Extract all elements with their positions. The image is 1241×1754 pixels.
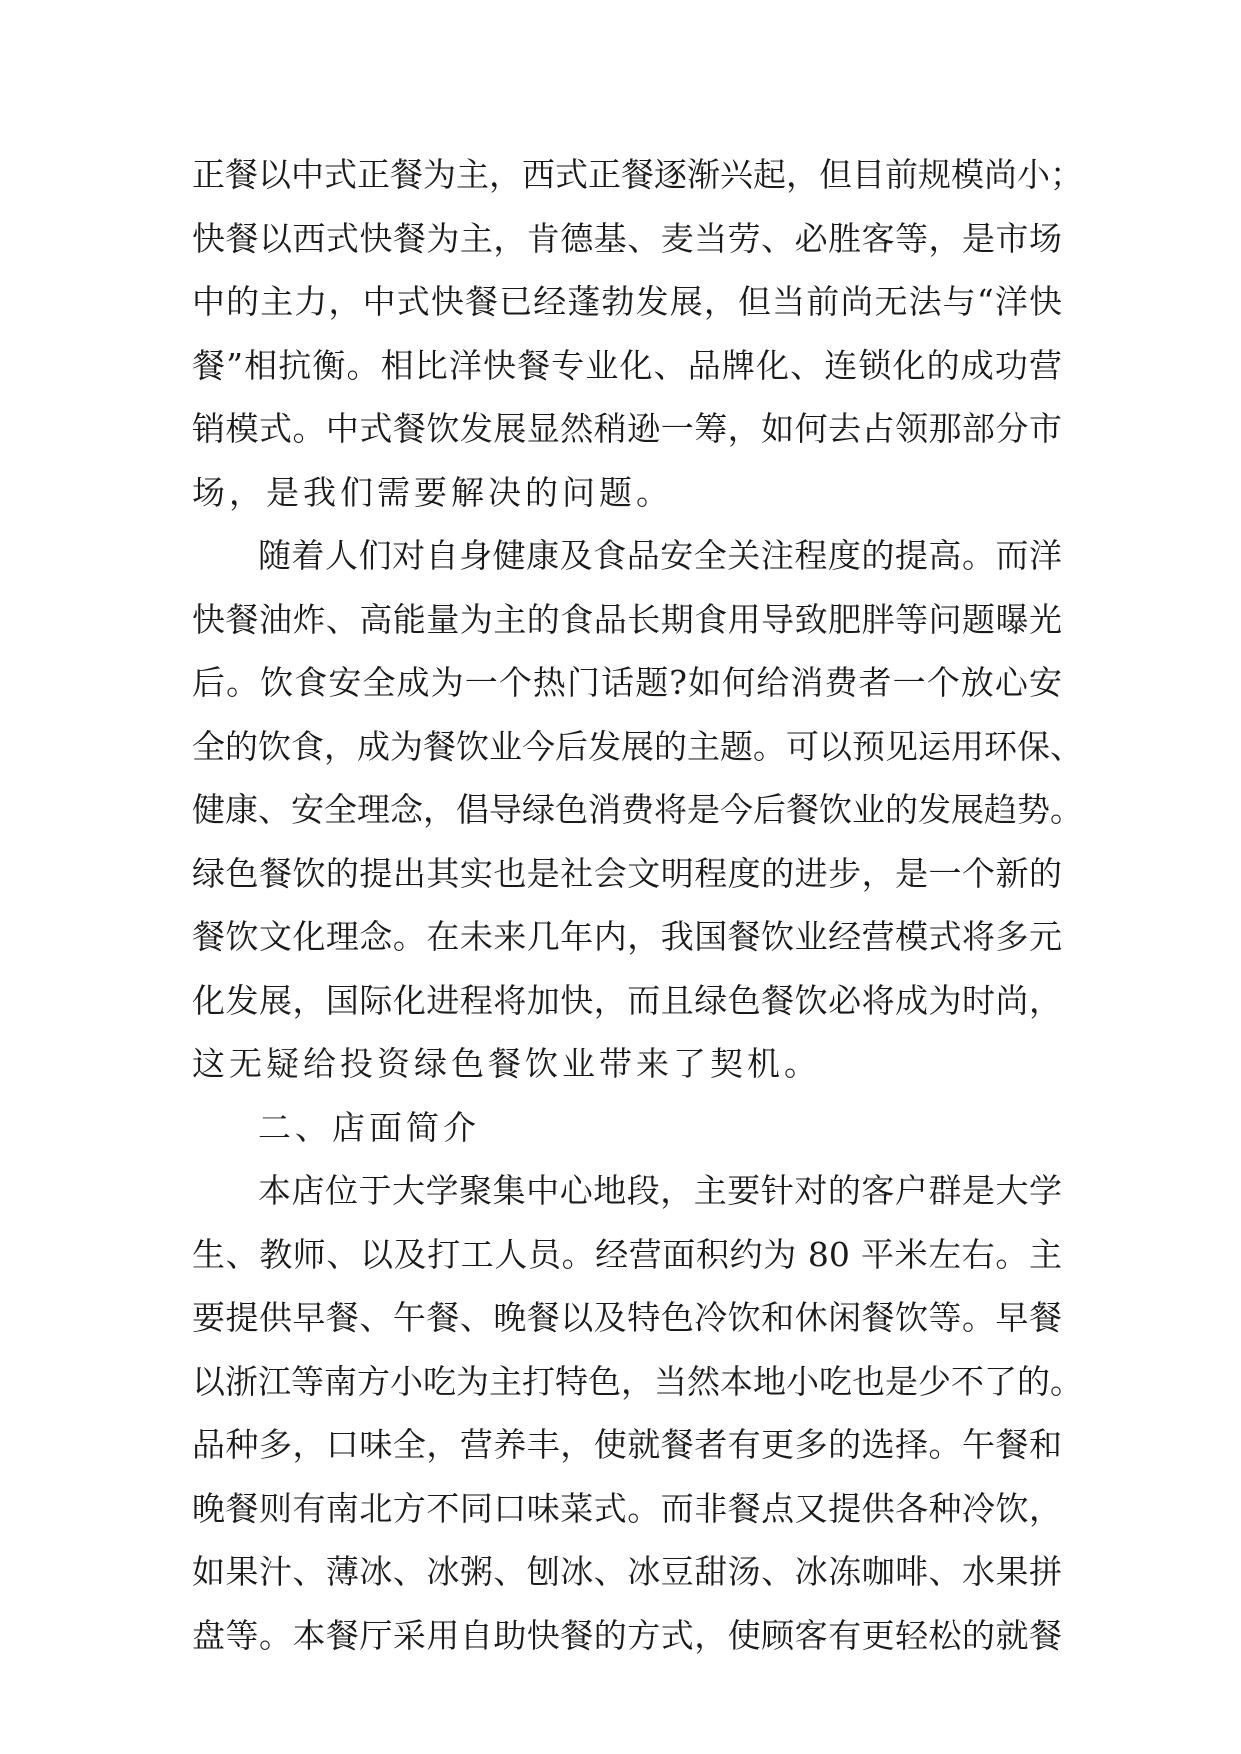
- text-line: 餐”相抗衡。相比洋快餐专业化、品牌化、连锁化的成功营: [192, 345, 1062, 385]
- text-line: 如果汁、薄冰、冰粥、刨冰、冰豆甜汤、冰冻咖啡、水果拼: [192, 1552, 1062, 1591]
- text-line: 场，是我们需要解决的问题。: [192, 472, 673, 512]
- text-line: 品种多，口味全，营养丰，使就餐者有更多的选择。午餐和: [192, 1425, 1062, 1464]
- text-line: 以浙江等南方小吃为主打特色，当然本地小吃也是少不了的。: [192, 1361, 1083, 1401]
- text-line: 快餐以西式快餐为主，肯德基、麦当劳、必胜客等，是市场: [192, 218, 1062, 258]
- body-text: [192, 155, 1083, 1679]
- text-line: 要提供早餐、午餐、晚餐以及特色冷饮和休闲餐饮等。早餐: [192, 1298, 1062, 1337]
- text-line: 绿色餐饮的提出其实也是社会文明程度的进步，是一个新的: [192, 853, 1062, 893]
- text-line: 销模式。中式餐饮发展显然稍逊一筹，如何去占领那部分市: [192, 409, 1062, 448]
- text-line: 这无疑给投资绿色餐饮业带来了契机。: [192, 1044, 821, 1083]
- text-line: 快餐油炸、高能量为主的食品长期食用导致肥胖等问题曝光: [192, 599, 1062, 639]
- text-line: 后。饮食安全成为一个热门话题?如何给消费者一个放心安: [192, 663, 1062, 702]
- text-line: 健康、安全理念，倡导绿色消费将是今后餐饮业的发展趋势。: [192, 790, 1083, 829]
- text-line: 本店位于大学聚集中心地段，主要针对的客户群是大学: [258, 1171, 1062, 1210]
- text-line: 中的主力，中式快餐已经蓬勃发展，但当前尚无法与“洋快: [192, 282, 1062, 321]
- text-line: 盘等。本餐厅采用自助快餐的方式，使顾客有更轻松的就餐: [192, 1615, 1062, 1655]
- text-line: 生、教师、以及打工人员。经营面积约为 80 平米左右。主: [192, 1234, 1062, 1274]
- text-line: 正餐以中式正餐为主，西式正餐逐渐兴起，但目前规模尚小；: [192, 155, 1083, 194]
- text-line: 化发展，国际化进程将加快，而且绿色餐饮必将成为时尚，: [192, 980, 1062, 1020]
- text-line: 晚餐则有南北方不同口味菜式。而非餐点又提供各种冷饮，: [192, 1488, 1062, 1528]
- text-line: 全的饮食，成为餐饮业今后发展的主题。可以预见运用环保、: [192, 726, 1083, 766]
- text-line: 随着人们对自身健康及食品安全关注程度的提高。而洋: [258, 536, 1062, 575]
- text-line: 餐饮文化理念。在未来几年内，我国餐饮业经营模式将多元: [192, 917, 1062, 956]
- section-heading: 二、店面简介: [258, 1107, 480, 1147]
